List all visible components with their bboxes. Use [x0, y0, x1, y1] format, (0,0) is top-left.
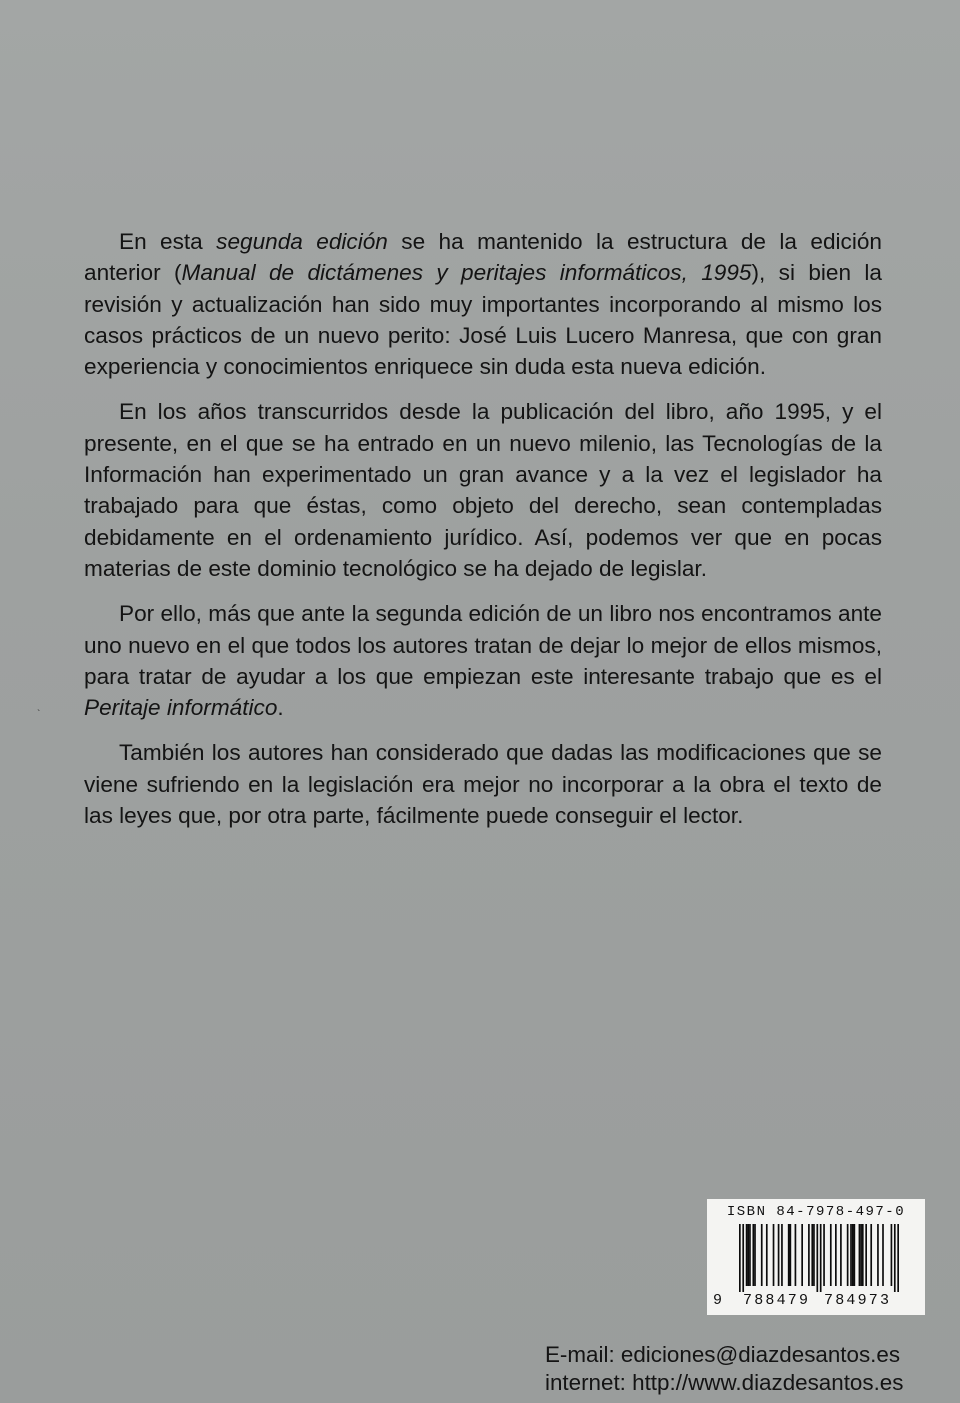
barcode-bar	[801, 1224, 803, 1286]
blurb-text: En los años transcurridos desde la publicación del libro, año 1995, y el presente, en el que se ha entrado en un nuevo milenio, las Tecnologías de la Información han experimentado un gran avance y a la vez el legislador ha trabajado para que éstas, como objeto del derecho, sean contempladas debidamente en el ordenamiento jurídico. Así, podemos ver que en pocas materias de este dominio tecnológico se ha dejado de legislar.	[84, 399, 882, 581]
barcode-bar	[877, 1224, 879, 1286]
blurb-paragraph	[84, 226, 882, 382]
barcode-bar	[766, 1224, 768, 1286]
ean-first-digit: 9	[713, 1292, 723, 1309]
blurb-text: Por ello, más que ante la segunda edición de un libro nos encontramos ante uno nuevo en el que todos los autores tratan de dejar lo mejor de ellos mismos, para tratar de ayudar a los que empiezan este interesante trabajo que es el	[84, 601, 882, 689]
barcode-bar	[788, 1224, 790, 1286]
ean-left-digits: 788479	[743, 1292, 811, 1309]
barcode-bar	[865, 1224, 867, 1286]
barcode-bar	[742, 1224, 744, 1292]
barcode-bar	[761, 1224, 763, 1286]
isbn-number: ISBN 84-7978-497-0	[726, 1204, 906, 1220]
blurb-text: ), si bien la revisión y actualización han sido muy importantes incorporando al mismo los casos prácticos de un nuevo perito: José Luis Lucero Manresa, que con gran experiencia y conocimientos enriquece sin duda esta nueva edición.	[84, 260, 882, 380]
barcode-bar	[882, 1224, 884, 1286]
barcode-bar	[840, 1224, 842, 1286]
email-line: E-mail: ediciones@diazdesantos.es	[545, 1342, 901, 1367]
barcode-bar	[773, 1224, 775, 1286]
barcode-bar	[752, 1224, 754, 1286]
blurb-text: .	[277, 695, 284, 721]
isbn-barcode-label	[707, 1199, 925, 1315]
barcode-bar	[894, 1224, 896, 1292]
ean-right-digits: 784973	[824, 1292, 892, 1309]
barcode-bar	[816, 1224, 818, 1292]
website-line: internet: http://www.diazdesantos.es	[545, 1370, 904, 1395]
barcode-bar	[862, 1224, 864, 1286]
barcode-bar	[781, 1224, 783, 1286]
blurb-paragraph	[84, 396, 882, 584]
barcode-bar	[747, 1224, 749, 1286]
barcode-bar	[790, 1224, 792, 1286]
barcode-bar	[854, 1224, 856, 1286]
barcode-bar	[897, 1224, 899, 1292]
barcode-bar	[808, 1224, 810, 1286]
blurb-text: se ha mantenido la estructura de la edición anterior (	[84, 229, 882, 286]
barcode-bar	[795, 1224, 797, 1286]
barcode-bar	[860, 1224, 862, 1286]
blurb-italic-text: Manual de dictámenes y peritajes informáticos, 1995	[181, 260, 752, 286]
barcode-bar	[754, 1224, 756, 1286]
barcode-image	[739, 1224, 899, 1292]
print-mark: `	[37, 709, 41, 720]
publisher-contact	[545, 1341, 925, 1397]
cover-blurb	[84, 226, 882, 845]
barcode-bar	[820, 1224, 822, 1292]
blurb-text: En esta	[119, 229, 217, 254]
barcode-bar	[870, 1224, 872, 1286]
barcode-bar	[749, 1224, 751, 1286]
blurb-paragraph	[84, 737, 882, 831]
barcode-bar	[811, 1224, 813, 1286]
barcode-bar	[847, 1224, 849, 1286]
barcode-bar	[830, 1224, 832, 1286]
blurb-italic-text: Peritaje informático	[84, 695, 278, 721]
blurb-text: También los autores han considerado que dadas las modificaciones que se viene sufriendo en la legislación era mejor no incorporar a la obra el texto de las leyes que, por otra parte, fácilmente puede conseguir el lector.	[84, 740, 882, 829]
barcode-bar	[778, 1224, 780, 1286]
barcode-bar	[850, 1224, 852, 1286]
barcode-bar	[739, 1224, 741, 1292]
barcode-bar	[859, 1224, 861, 1286]
barcode-bar	[891, 1224, 893, 1286]
barcode-bar	[813, 1224, 815, 1286]
barcode-bar	[852, 1224, 854, 1286]
barcode-bar	[835, 1224, 837, 1286]
barcode-bar	[746, 1224, 748, 1286]
barcode-bar	[823, 1224, 825, 1286]
blurb-paragraph	[84, 598, 882, 723]
blurb-italic-text: segunda edición	[216, 229, 388, 254]
